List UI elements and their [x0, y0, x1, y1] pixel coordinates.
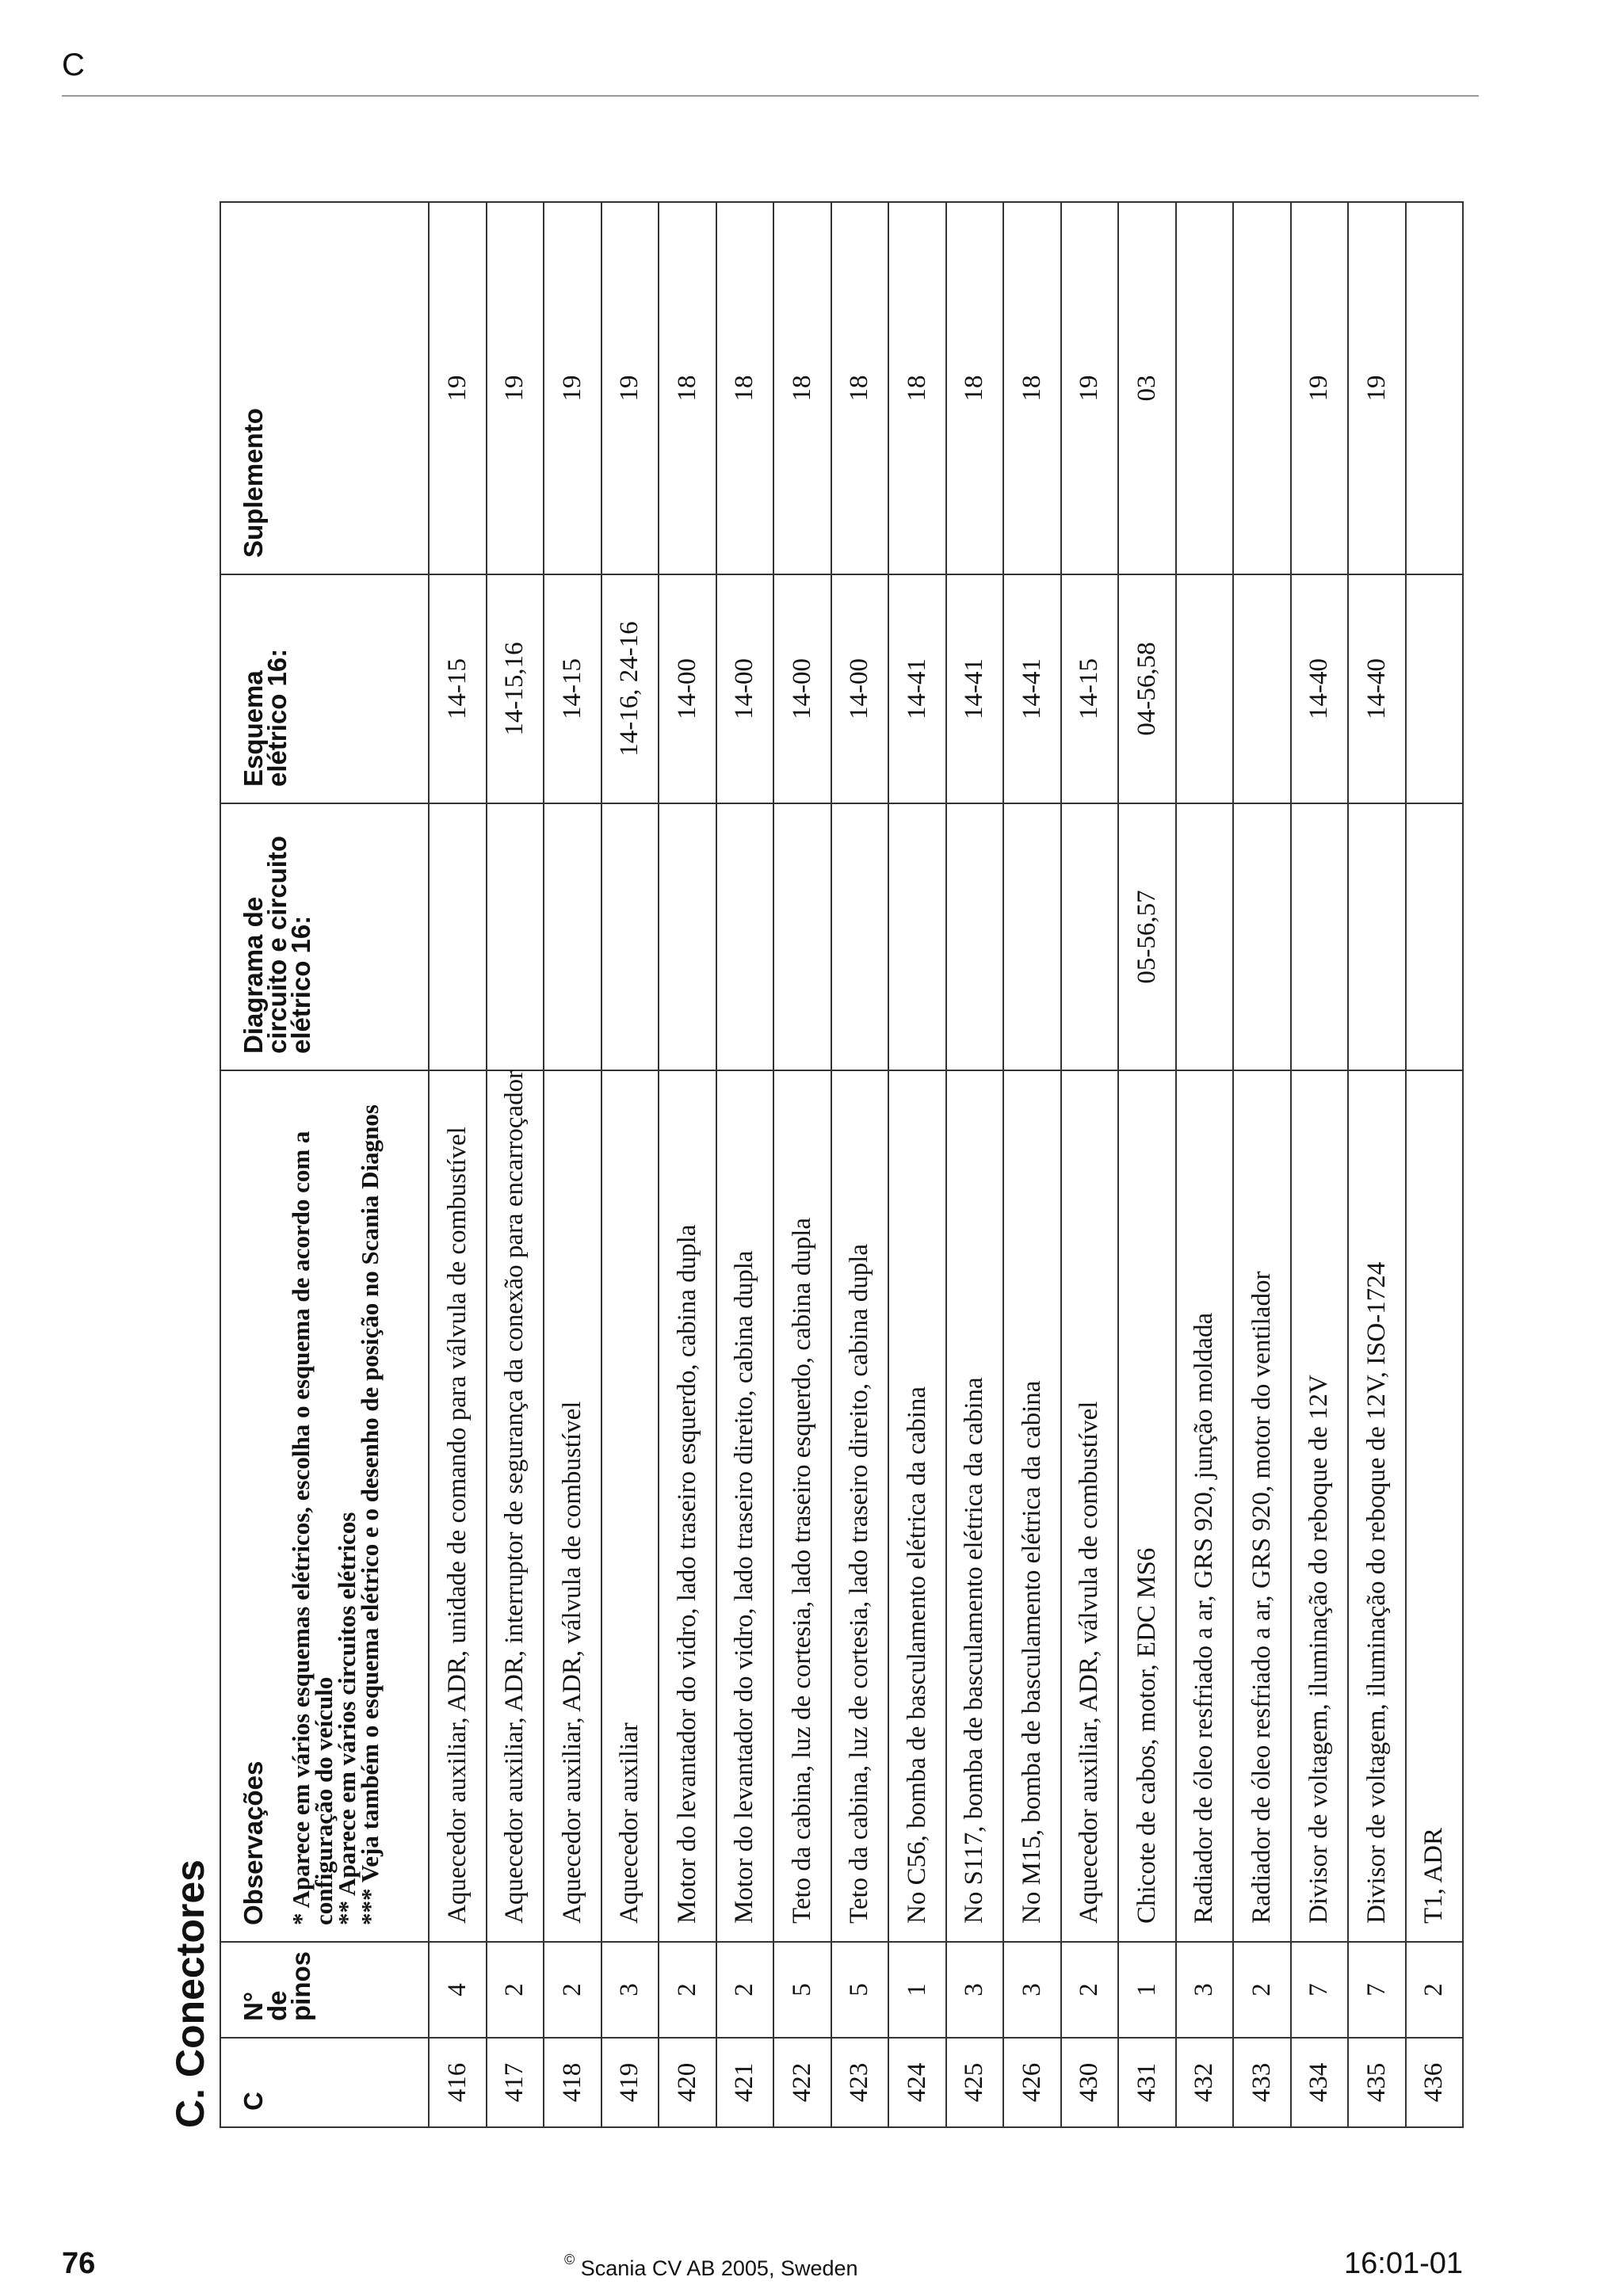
- cell-connector: 432: [1176, 2038, 1234, 2127]
- cell-diagrama: [1176, 803, 1234, 1070]
- cell-observacoes: No C56, bomba de basculamento elétrica da cabina: [888, 1070, 946, 1942]
- cell-connector: 425: [946, 2038, 1004, 2127]
- cell-pins: 3: [601, 1942, 659, 2038]
- cell-esquema: 14-16, 24-16: [601, 574, 659, 803]
- cell-esquema: 14-41: [888, 574, 946, 803]
- cell-esquema: 04-56,58: [1118, 574, 1176, 803]
- cell-observacoes: Teto da cabina, luz de cortesia, lado traseiro direito, cabina dupla: [831, 1070, 889, 1942]
- cell-pins: 3: [1003, 1942, 1061, 2038]
- cell-suplemento: 18: [773, 202, 831, 574]
- cell-connector: 434: [1291, 2038, 1349, 2127]
- cell-observacoes: Aquecedor auxiliar, ADR, válvula de combustível: [1061, 1070, 1119, 1942]
- cell-connector: 433: [1233, 2038, 1291, 2127]
- cell-esquema: 14-40: [1291, 574, 1349, 803]
- note-3: *** Veja também o esquema elétrico e o desenho de posição no Scania Diagnos: [356, 1104, 384, 1925]
- cell-esquema: 14-15: [544, 574, 601, 803]
- cell-diagrama: [773, 803, 831, 1070]
- cell-connector: 416: [429, 2038, 487, 2127]
- cell-diagrama: [1291, 803, 1349, 1070]
- header-letter: C: [62, 48, 85, 82]
- cell-diagrama: [544, 803, 601, 1070]
- cell-suplemento: 18: [888, 202, 946, 574]
- cell-pins: 7: [1291, 1942, 1349, 2038]
- table-row: [1348, 202, 1406, 2127]
- col-header-suplemento: Suplemento: [220, 202, 429, 574]
- cell-observacoes: Divisor de voltagem, iluminação do reboque de 12V, ISO-1724: [1348, 1070, 1406, 1942]
- cell-diagrama: [1003, 803, 1061, 1070]
- cell-connector: 430: [1061, 2038, 1119, 2127]
- cell-pins: 2: [1233, 1942, 1291, 2038]
- cell-observacoes: Motor do levantador do vidro, lado traseiro direito, cabina dupla: [716, 1070, 774, 1942]
- header-notes: [287, 1084, 384, 1925]
- table-row: [544, 202, 601, 2127]
- cell-suplemento: 19: [601, 202, 659, 574]
- cell-esquema: [1176, 574, 1234, 803]
- cell-observacoes: Aquecedor auxiliar, ADR, válvula de combustível: [544, 1070, 601, 1942]
- cell-diagrama: [601, 803, 659, 1070]
- cell-suplemento: 19: [1291, 202, 1349, 574]
- table-row: [716, 202, 774, 2127]
- cell-observacoes: Motor do levantador do vidro, lado traseiro esquerdo, cabina dupla: [659, 1070, 716, 1942]
- cell-pins: 5: [773, 1942, 831, 2038]
- cell-pins: 4: [429, 1942, 487, 2038]
- col-header-pins: N° de pinos: [220, 1942, 429, 2038]
- cell-suplemento: 19: [1061, 202, 1119, 574]
- cell-observacoes: No S117, bomba de basculamento elétrica da cabina: [946, 1070, 1004, 1942]
- cell-connector: 423: [831, 2038, 889, 2127]
- cell-diagrama: [1348, 803, 1406, 1070]
- cell-esquema: 14-00: [773, 574, 831, 803]
- copyright-symbol: ©: [564, 2252, 575, 2267]
- cell-suplemento: [1406, 202, 1464, 574]
- cell-diagrama: [1233, 803, 1291, 1070]
- col-header-obs-label: Observações: [239, 1760, 268, 1925]
- cell-observacoes: No M15, bomba de basculamento elétrica da cabina: [1003, 1070, 1061, 1942]
- cell-observacoes: Teto da cabina, luz de cortesia, lado traseiro esquerdo, cabina dupla: [773, 1070, 831, 1942]
- table-row: [1061, 202, 1119, 2127]
- cell-pins: 1: [888, 1942, 946, 2038]
- page-number: 76: [62, 2247, 96, 2280]
- cell-observacoes: Radiador de óleo resfriado a ar, GRS 920, motor do ventilador: [1233, 1070, 1291, 1942]
- section-title: C. Conectores: [168, 1859, 212, 2128]
- cell-pins: 2: [1061, 1942, 1119, 2038]
- connectors-table: [220, 201, 1464, 2128]
- cell-suplemento: [1233, 202, 1291, 574]
- col-header-c: C: [220, 2038, 429, 2127]
- cell-esquema: [1406, 574, 1464, 803]
- cell-esquema: 14-00: [716, 574, 774, 803]
- cell-connector: 424: [888, 2038, 946, 2127]
- table-row: [1118, 202, 1176, 2127]
- cell-suplemento: [1176, 202, 1234, 574]
- cell-connector: 435: [1348, 2038, 1406, 2127]
- cell-pins: 2: [716, 1942, 774, 2038]
- cell-connector: 421: [716, 2038, 774, 2127]
- cell-connector: 417: [487, 2038, 544, 2127]
- table-row: [1176, 202, 1234, 2127]
- cell-pins: 3: [946, 1942, 1004, 2038]
- cell-suplemento: 19: [429, 202, 487, 574]
- cell-esquema: 14-41: [946, 574, 1004, 803]
- cell-diagrama: [1406, 803, 1464, 1070]
- cell-pins: 7: [1348, 1942, 1406, 2038]
- cell-observacoes: Radiador de óleo resfriado a ar, GRS 920, junção moldada: [1176, 1070, 1234, 1942]
- cell-suplemento: 18: [716, 202, 774, 574]
- table-row: [1291, 202, 1349, 2127]
- cell-suplemento: 18: [831, 202, 889, 574]
- table-row: [1003, 202, 1061, 2127]
- cell-suplemento: 03: [1118, 202, 1176, 574]
- cell-pins: 2: [1406, 1942, 1464, 2038]
- cell-diagrama: [487, 803, 544, 1070]
- cell-pins: 5: [831, 1942, 889, 2038]
- cell-connector: 419: [601, 2038, 659, 2127]
- rotated-content: [166, 86, 1561, 2128]
- table-header-row: [220, 202, 429, 2127]
- cell-esquema: 14-40: [1348, 574, 1406, 803]
- table-row: [773, 202, 831, 2127]
- cell-diagrama: [429, 803, 487, 1070]
- cell-diagrama: [946, 803, 1004, 1070]
- cell-pins: 2: [659, 1942, 716, 2038]
- table-row: [888, 202, 946, 2127]
- cell-suplemento: 18: [1003, 202, 1061, 574]
- cell-diagrama: [1061, 803, 1119, 1070]
- table-row: [1233, 202, 1291, 2127]
- copyright-text: Scania CV AB 2005, Sweden: [580, 2256, 858, 2280]
- col-header-diagrama: Diagrama de circuito e circuito elétrico 16:: [220, 803, 429, 1070]
- table-row: [831, 202, 889, 2127]
- cell-esquema: 14-15: [1061, 574, 1119, 803]
- document-code: 16:01-01: [1344, 2247, 1464, 2280]
- cell-observacoes: Aquecedor auxiliar, ADR, unidade de comando para válvula de combustível: [429, 1070, 487, 1942]
- cell-diagrama: 05-56,57: [1118, 803, 1176, 1070]
- table-row: [601, 202, 659, 2127]
- cell-suplemento: 19: [1348, 202, 1406, 574]
- cell-pins: 2: [487, 1942, 544, 2038]
- note-1: * Aparece em vários esquemas elétricos, escolha o esquema de acordo com a configuração do veículo: [287, 1131, 338, 1925]
- cell-connector: 426: [1003, 2038, 1061, 2127]
- cell-esquema: [1233, 574, 1291, 803]
- cell-connector: 420: [659, 2038, 716, 2127]
- cell-observacoes: Divisor de voltagem, iluminação do reboque de 12V: [1291, 1070, 1349, 1942]
- cell-suplemento: 18: [946, 202, 1004, 574]
- cell-connector: 431: [1118, 2038, 1176, 2127]
- cell-connector: 436: [1406, 2038, 1464, 2127]
- table-row: [429, 202, 487, 2127]
- table-row: [659, 202, 716, 2127]
- cell-observacoes: Chicote de cabos, motor, EDC MS6: [1118, 1070, 1176, 1942]
- col-header-observacoes: [220, 1070, 429, 1942]
- cell-esquema: 14-15,16: [487, 574, 544, 803]
- cell-esquema: 14-15: [429, 574, 487, 803]
- table-row: [946, 202, 1004, 2127]
- cell-suplemento: 19: [487, 202, 544, 574]
- cell-diagrama: [888, 803, 946, 1070]
- cell-esquema: 14-41: [1003, 574, 1061, 803]
- cell-esquema: 14-00: [659, 574, 716, 803]
- table-row: [1406, 202, 1464, 2127]
- cell-diagrama: [831, 803, 889, 1070]
- cell-connector: 418: [544, 2038, 601, 2127]
- cell-observacoes: T1, ADR: [1406, 1070, 1464, 1942]
- cell-esquema: 14-00: [831, 574, 889, 803]
- table-row: [487, 202, 544, 2127]
- cell-pins: 2: [544, 1942, 601, 2038]
- note-2: ** Aparece em vários circuitos elétricos: [333, 1512, 361, 1925]
- col-header-esquema: Esquema elétrico 16:: [220, 574, 429, 803]
- cell-observacoes: Aquecedor auxiliar, ADR, interruptor de segurança da conexão para encarroçador: [487, 1070, 544, 1942]
- cell-pins: 3: [1176, 1942, 1234, 2038]
- cell-diagrama: [716, 803, 774, 1070]
- cell-observacoes: Aquecedor auxiliar: [601, 1070, 659, 1942]
- cell-suplemento: 19: [544, 202, 601, 574]
- copyright: [564, 2252, 858, 2281]
- cell-suplemento: 18: [659, 202, 716, 574]
- cell-pins: 1: [1118, 1942, 1176, 2038]
- cell-connector: 422: [773, 2038, 831, 2127]
- cell-diagrama: [659, 803, 716, 1070]
